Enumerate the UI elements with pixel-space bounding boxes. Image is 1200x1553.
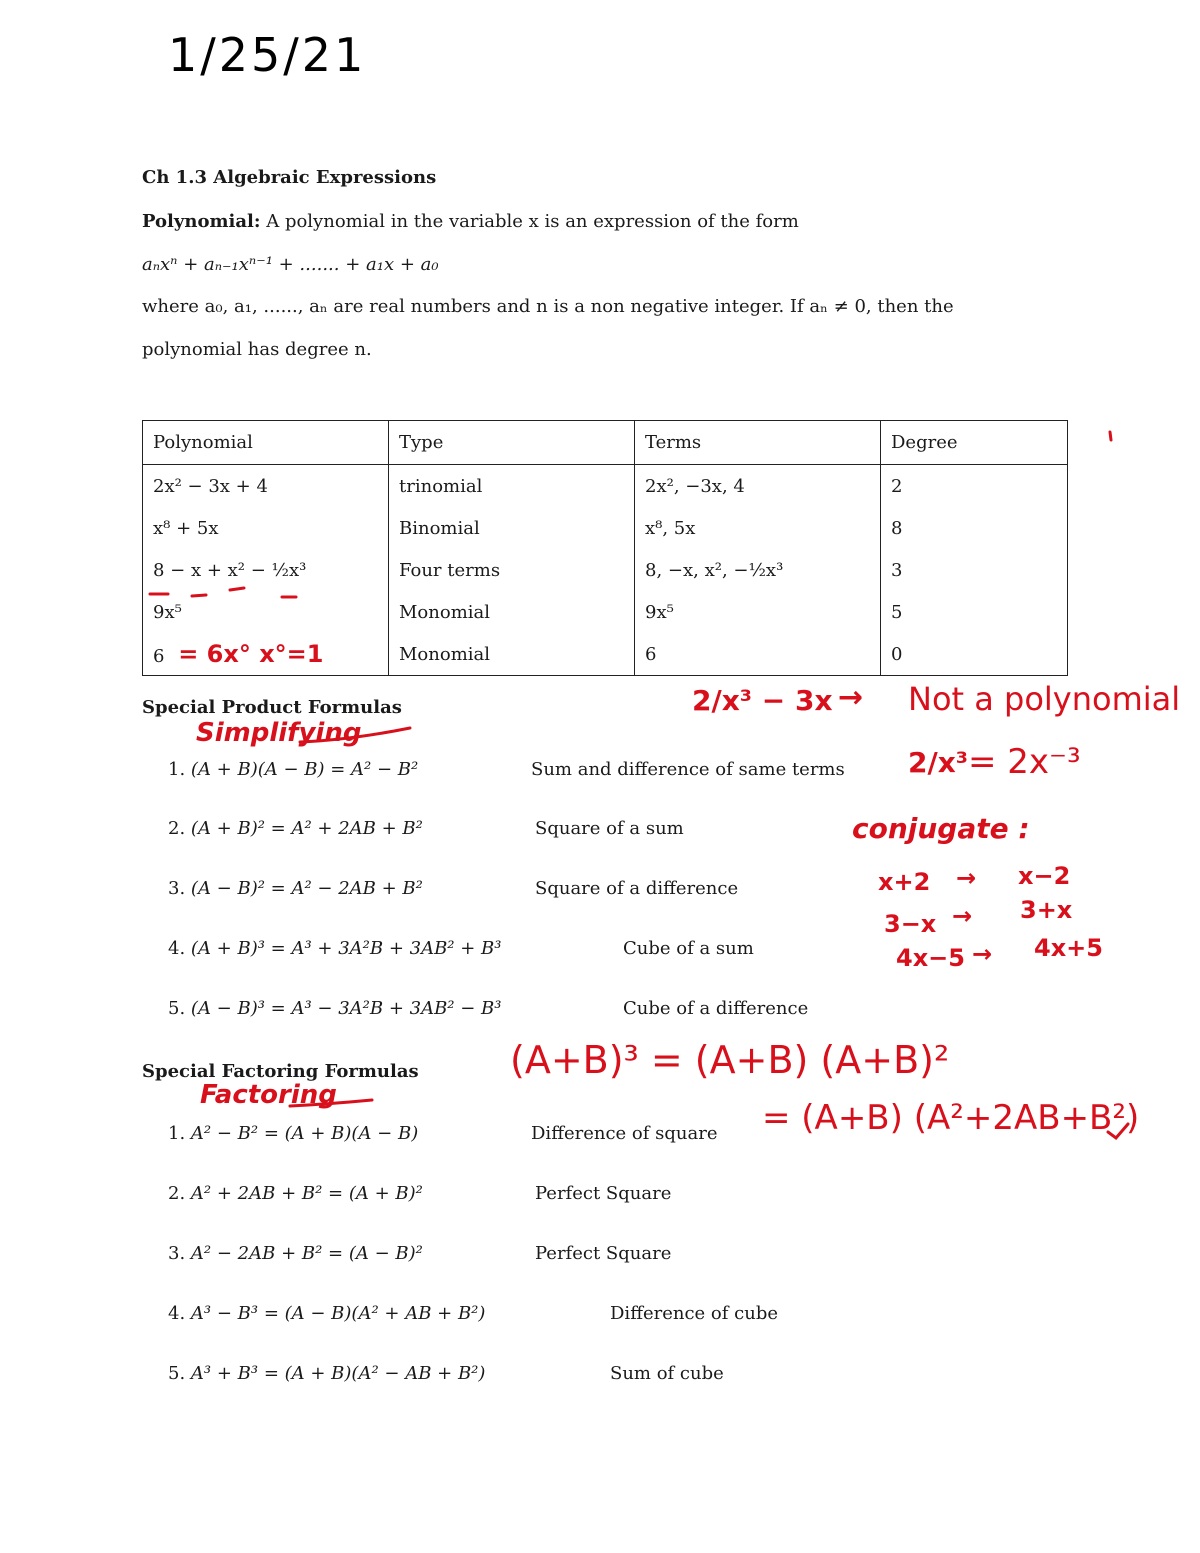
- formula-text: A² − 2AB + B² = (A − B)²: [190, 1243, 423, 1264]
- formula-num: 2.: [168, 1183, 186, 1204]
- product-formula-5: [168, 998, 501, 1019]
- handwritten-not-poly-text: Not a polynomial: [908, 680, 1181, 718]
- formula-num: 5.: [168, 1363, 186, 1384]
- formula-text: A³ + B³ = (A + B)(A² − AB + B²): [190, 1363, 486, 1384]
- page-title: Ch 1.3 Algebraic Expressions: [142, 167, 437, 188]
- formula-text: (A + B)³ = A³ + 3A²B + 3AB² + B³: [190, 938, 502, 959]
- cell-degree: 5: [881, 591, 1068, 633]
- formula-text: (A + B)(A − B) = A² − B²: [190, 759, 419, 780]
- arrow-icon: →: [972, 940, 993, 968]
- cell-terms: 8, −x, x², −½x³: [635, 549, 881, 591]
- factor-formula-4: [168, 1303, 485, 1324]
- product-desc-3: Square of a difference: [535, 878, 739, 899]
- handwritten-rewrite-rhs: = 2x⁻³: [968, 742, 1081, 782]
- cell-polynomial: 2x² − 3x + 4: [143, 465, 389, 508]
- product-desc-1: Sum and difference of same terms: [531, 759, 845, 780]
- ink-mark: [1110, 432, 1111, 440]
- product-formula-4: [168, 938, 501, 959]
- cell-polynomial: 8 − x + x² − ½x³: [143, 549, 389, 591]
- formula-num: 3.: [168, 878, 186, 899]
- conj-to-3: 4x+5: [1034, 934, 1103, 962]
- handwritten-factoring: Factoring: [200, 1080, 337, 1110]
- header-terms: Terms: [635, 421, 881, 465]
- cell-terms: 6: [635, 633, 881, 676]
- table-row: [143, 591, 1068, 633]
- formula-num: 1.: [168, 759, 186, 780]
- header-type: Type: [389, 421, 635, 465]
- arrow-icon: →: [956, 864, 977, 892]
- definition-line-2: polynomial has degree n.: [142, 339, 372, 360]
- formula-text: A² − B² = (A + B)(A − B): [190, 1123, 419, 1144]
- handwritten-date: 1/25/21: [168, 28, 367, 82]
- conj-from-2: 3−x: [884, 910, 937, 938]
- cell-type: Monomial: [389, 591, 635, 633]
- cell-type: trinomial: [389, 465, 635, 508]
- formula-num: 5.: [168, 998, 186, 1019]
- header-polynomial: Polynomial: [143, 421, 389, 465]
- handwritten-rewrite-lhs: 2/x³: [908, 746, 969, 779]
- product-formula-1: [168, 759, 418, 780]
- factor-formula-2: [168, 1183, 423, 1204]
- definition-line: [142, 211, 799, 232]
- cell-polynomial: x⁸ + 5x: [143, 507, 389, 549]
- conj-from-3: 4x−5: [896, 944, 965, 972]
- factor-formula-1: [168, 1123, 418, 1144]
- table-row: [143, 465, 1068, 508]
- cell-type: Monomial: [389, 633, 635, 676]
- cell-polynomial-value: 6: [153, 646, 165, 667]
- cell-degree: 3: [881, 549, 1068, 591]
- product-formula-2: [168, 818, 423, 839]
- formula-text: A³ − B³ = (A − B)(A² + AB + B²): [190, 1303, 486, 1324]
- definition-term: Polynomial:: [142, 211, 261, 232]
- cell-terms: x⁸, 5x: [635, 507, 881, 549]
- handwritten-not-poly-expr: 2/x³ − 3x: [692, 684, 833, 717]
- conj-to-2: 3+x: [1020, 896, 1073, 924]
- product-desc-4: Cube of a sum: [623, 938, 754, 959]
- header-degree: Degree: [881, 421, 1068, 465]
- polynomial-form: aₙxⁿ + aₙ₋₁xⁿ⁻¹ + ....... + a₁x + a₀: [142, 254, 439, 275]
- section-title-factoring: Special Factoring Formulas: [142, 1061, 419, 1082]
- formula-num: 3.: [168, 1243, 186, 1264]
- arrow-icon: →: [838, 680, 864, 715]
- cell-polynomial: 9x⁵: [143, 591, 389, 633]
- handwritten-simplifying: Simplifying: [196, 718, 362, 748]
- formula-text: (A − B)² = A² − 2AB + B²: [190, 878, 423, 899]
- cell-terms: 9x⁵: [635, 591, 881, 633]
- section-title-products: Special Product Formulas: [142, 697, 402, 718]
- product-desc-5: Cube of a difference: [623, 998, 809, 1019]
- conj-to-1: x−2: [1018, 862, 1071, 890]
- table-header-row: [143, 421, 1068, 465]
- factor-desc-3: Perfect Square: [535, 1243, 672, 1264]
- table-row: [143, 549, 1068, 591]
- factor-desc-1: Difference of square: [531, 1123, 718, 1144]
- formula-num: 4.: [168, 1303, 186, 1324]
- product-desc-2: Square of a sum: [535, 818, 684, 839]
- handwritten-conjugate: conjugate :: [852, 812, 1030, 845]
- factor-formula-3: [168, 1243, 423, 1264]
- formula-text: A² + 2AB + B² = (A + B)²: [190, 1183, 423, 1204]
- conj-from-1: x+2: [878, 868, 931, 896]
- cell-polynomial: [143, 633, 389, 676]
- cell-degree: 8: [881, 507, 1068, 549]
- cell-type: Four terms: [389, 549, 635, 591]
- formula-text: (A − B)³ = A³ − 3A²B + 3AB² − B³: [190, 998, 502, 1019]
- factor-desc-5: Sum of cube: [610, 1363, 724, 1384]
- table-row: [143, 633, 1068, 676]
- cell-degree: 2: [881, 465, 1068, 508]
- cell-terms: 2x², −3x, 4: [635, 465, 881, 508]
- formula-num: 2.: [168, 818, 186, 839]
- formula-text: (A + B)² = A² + 2AB + B²: [190, 818, 423, 839]
- handwritten-cube-line-1: (A+B)³ = (A+B) (A+B)²: [510, 1038, 950, 1082]
- table-row: [143, 507, 1068, 549]
- definition-line-1: where a₀, a₁, ......, aₙ are real numbers and n is a non negative integer. If aₙ ≠ 0, then the: [142, 296, 954, 317]
- handwritten-cube-line-2: = (A+B) (A²+2AB+B²): [762, 1098, 1140, 1138]
- cell-type: Binomial: [389, 507, 635, 549]
- arrow-icon: →: [952, 902, 973, 930]
- formula-num: 1.: [168, 1123, 186, 1144]
- cell-degree: 0: [881, 633, 1068, 676]
- factor-desc-4: Difference of cube: [610, 1303, 779, 1324]
- factor-formula-5: [168, 1363, 485, 1384]
- definition-intro: A polynomial in the variable x is an expression of the form: [266, 211, 799, 232]
- product-formula-3: [168, 878, 423, 899]
- formula-num: 4.: [168, 938, 186, 959]
- polynomial-table: [142, 420, 1068, 676]
- handwritten-note-x0: = 6x° x°=1: [178, 640, 324, 668]
- factor-desc-2: Perfect Square: [535, 1183, 672, 1204]
